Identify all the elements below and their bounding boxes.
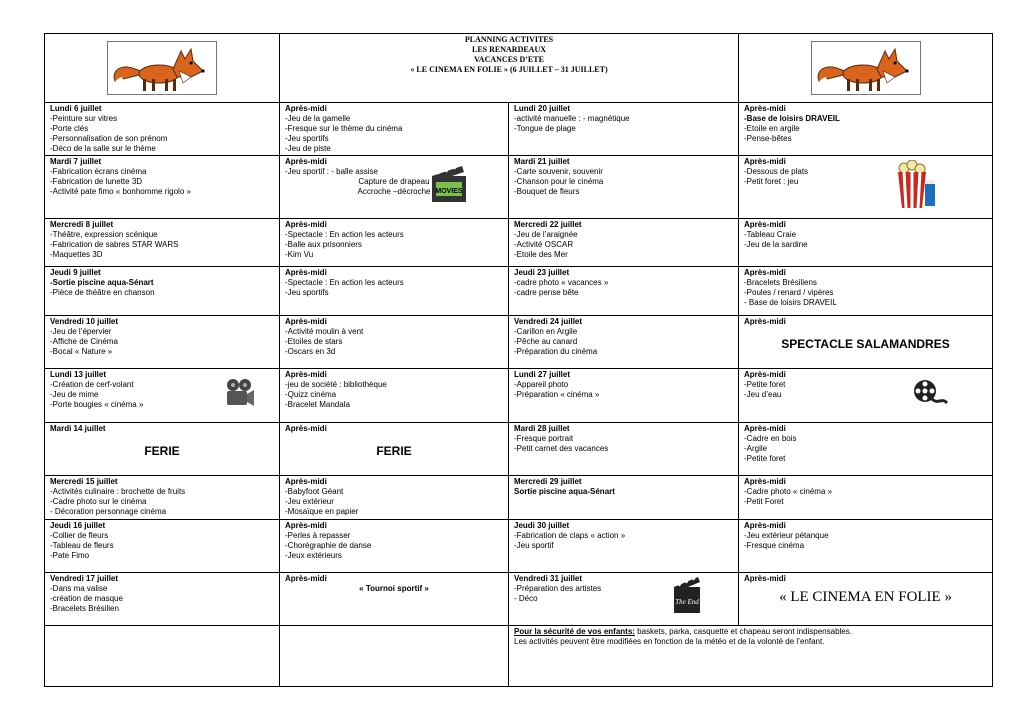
activity-line: -Affiche de Cinéma: [50, 337, 118, 346]
activity-line: -Théâtre, expression scénique: [50, 230, 158, 239]
activity-line: -Tongue de plage: [514, 124, 576, 133]
day-label: Après-midi: [744, 574, 786, 583]
day-cell: [45, 103, 280, 156]
activity-line: -Etoile en argile: [744, 124, 800, 133]
activity-line: -Fabrication de lunette 3D: [50, 177, 143, 186]
day-cell: [509, 103, 739, 156]
activity-line: -Spectacle : En action les acteurs: [285, 278, 404, 287]
activity-line: -Tableau Craie: [744, 230, 797, 239]
highlight-label: FERIE: [144, 444, 180, 458]
activity-line: -Déco de la salle sur le thème: [50, 144, 156, 153]
planning-table: [44, 33, 993, 687]
activity-line: -Préparation « cinéma »: [514, 390, 600, 399]
day-cell: [509, 369, 739, 423]
bold-activity: -Base de loisirs DRAVEIL: [744, 114, 840, 123]
activity-line: -Porte bougies « cinéma »: [50, 400, 144, 409]
footer-empty-cell: [45, 626, 280, 687]
activity-line: -Collier de fleurs: [50, 531, 109, 540]
activity-line: -cadre photo « vacances »: [514, 278, 609, 287]
day-cell: [739, 219, 993, 267]
activity-line: -Perles à repasser: [285, 531, 351, 540]
day-cell: [280, 156, 509, 219]
activity-line: -Jeu de l’araignée: [514, 230, 578, 239]
activity-line: -Jeu de mime: [50, 390, 99, 399]
movie-camera-icon: [223, 377, 255, 412]
activity-line: -Pièce de théâtre en chanson: [50, 288, 155, 297]
activity-line: -Etoile des Mer: [514, 250, 568, 259]
activity-line: -Création de cerf-volant: [50, 380, 134, 389]
day-cell: [45, 573, 280, 626]
activity-line: -Poules / renard / vipères: [744, 288, 834, 297]
activity-line: -Petit Foret: [744, 497, 784, 506]
activity-line: -cadre pense bête: [514, 288, 579, 297]
activity-line: Capture de drapeau: [358, 177, 430, 186]
activity-line: -jeu de société : bibliothèque: [285, 380, 387, 389]
activity-line: -Bocal « Nature »: [50, 347, 113, 356]
day-label: Lundi 6 juillet: [50, 104, 102, 113]
day-label: Vendredi 17 juillet: [50, 574, 119, 583]
day-label: Après-midi: [744, 477, 786, 486]
activity-line: -Préparation du cinéma: [514, 347, 598, 356]
day-label: Après-midi: [744, 104, 786, 113]
activity-line: -Jeux extérieurs: [285, 551, 342, 560]
schedule-row: [45, 156, 993, 219]
activity-line: -Oscars en 3d: [285, 347, 336, 356]
day-label: Après-midi: [744, 220, 786, 229]
schedule-row: [45, 423, 993, 476]
title-line-2: LES RENARDEAUX: [472, 45, 547, 54]
day-cell: [509, 219, 739, 267]
film-reel-icon: [912, 377, 948, 410]
activity-line: -Jeu de l’épervier: [50, 327, 112, 336]
header-row: [45, 34, 993, 103]
activity-line: - Décoration personnage cinéma: [50, 507, 167, 516]
day-cell: [509, 316, 739, 369]
day-cell: [739, 573, 993, 626]
activity-line: -Bouquet de fleurs: [514, 187, 580, 196]
fox-icon: [107, 41, 217, 95]
highlight-label: SPECTACLE SALAMANDRES: [781, 337, 950, 351]
safety-note-line2: Les activités peuvent être modifiées en fonction de la météo et de la volonté de l’enfant.: [514, 637, 825, 646]
activity-line: -Bracelets Brésiliens: [744, 278, 817, 287]
activity-line: -Pêche au canard: [514, 337, 578, 346]
the-end-clapper-icon: [672, 575, 702, 618]
activity-line: -Cadre photo sur le cinéma: [50, 497, 147, 506]
day-label: Mardi 28 juillet: [514, 424, 570, 433]
activity-line: -Peinture sur vitres: [50, 114, 118, 123]
activity-line: -Quizz cinéma: [285, 390, 337, 399]
highlight-label: FERIE: [376, 444, 412, 458]
activity-line: -Bracelet Mandala: [285, 400, 350, 409]
activity-line: -Activité OSCAR: [514, 240, 574, 249]
day-label: Lundi 13 juillet: [50, 370, 107, 379]
title-line-3: VACANCES D’ETE: [474, 55, 544, 64]
activity-line: -Babyfoot Géant: [285, 487, 344, 496]
day-label: Après-midi: [285, 521, 327, 530]
day-label: Après-midi: [285, 574, 327, 583]
day-label: Après-midi: [285, 220, 327, 229]
schedule-row: [45, 103, 993, 156]
day-cell: [45, 476, 280, 520]
bold-activity: Sortie piscine aqua-Sénart: [514, 487, 615, 496]
activity-line: -Activité pate fimo « bonhomme rigolo »: [50, 187, 191, 196]
header-logo-right-cell: [739, 34, 993, 103]
day-cell: [45, 520, 280, 573]
day-label: Lundi 27 juillet: [514, 370, 571, 379]
day-label: Jeudi 30 juillet: [514, 521, 570, 530]
day-label: Après-midi: [744, 370, 786, 379]
day-label: Jeudi 16 juillet: [50, 521, 106, 530]
day-label: Après-midi: [744, 521, 786, 530]
activity-line: -Petite foret: [744, 454, 786, 463]
schedule-row: [45, 520, 993, 573]
day-cell: [45, 267, 280, 316]
schedule-row: [45, 369, 993, 423]
day-cell: [280, 476, 509, 520]
activity-line: -activité manuelle : - magnétique: [514, 114, 630, 123]
activity-line: -Argile: [744, 444, 768, 453]
activity-line: -Jeu d’eau: [744, 390, 782, 399]
day-cell: [739, 476, 993, 520]
day-label: Après-midi: [744, 157, 786, 166]
closing-title: « LE CINEMA EN FOLIE »: [779, 589, 952, 605]
day-cell: [509, 573, 739, 626]
day-cell: [280, 423, 509, 476]
day-cell: [739, 156, 993, 219]
day-cell: [739, 267, 993, 316]
activity-line: -Fresque sur le thème du cinéma: [285, 124, 403, 133]
title-line-4: « LE CINEMA EN FOLIE » (6 JUILLET – 31 JUILLET): [410, 65, 608, 74]
day-label: Mardi 21 juillet: [514, 157, 570, 166]
activity-line: -Cadre en bois: [744, 434, 797, 443]
fox-icon: [811, 41, 921, 95]
popcorn-icon: [892, 160, 938, 213]
day-cell: [45, 156, 280, 219]
day-cell: [280, 103, 509, 156]
footer-row: [45, 626, 993, 687]
title-line-1: PLANNING ACTIVITES: [464, 35, 554, 44]
bold-activity: -Sortie piscine aqua-Sénart: [50, 278, 154, 287]
day-label: Après-midi: [285, 268, 327, 277]
activity-line: -Cadre photo « cinéma »: [744, 487, 833, 496]
schedule-row: [45, 316, 993, 369]
footer-empty-cell: [280, 626, 509, 687]
activity-line: -Fresque cinéma: [744, 541, 805, 550]
activity-line: -Jeu extérieur: [285, 497, 334, 506]
day-label: Mercredi 15 juillet: [50, 477, 118, 486]
activity-line: -Activité moulin à vent: [285, 327, 364, 336]
safety-note-label: Pour la sécurité de vos enfants:: [514, 627, 635, 636]
day-label: Vendredi 10 juillet: [50, 317, 119, 326]
day-cell: [45, 369, 280, 423]
day-label: Vendredi 31 juillet: [514, 574, 583, 583]
activity-line: -Activités culinaire : brochette de fruits: [50, 487, 186, 496]
activity-line: -Jeu de piste: [285, 144, 331, 153]
day-label: Après-midi: [285, 477, 327, 486]
svg-text:The End: The End: [675, 598, 699, 606]
activity-line: -Jeu extérieur pétanque: [744, 531, 829, 540]
svg-text:MOVIES: MOVIES: [435, 188, 463, 195]
activity-line: -Jeu sportifs: [285, 288, 329, 297]
activity-line: -Mosaïque en papier: [285, 507, 359, 516]
day-cell: [45, 219, 280, 267]
activity-line: -Dans ma valise: [50, 584, 108, 593]
day-cell: [739, 316, 993, 369]
day-label: Après-midi: [285, 104, 327, 113]
schedule-rows: [45, 103, 993, 626]
activity-line: -Etoiles de stars: [285, 337, 343, 346]
day-label: Mercredi 8 juillet: [50, 220, 114, 229]
day-label: Mardi 7 juillet: [50, 157, 102, 166]
activity-line: -Préparation des artistes: [514, 584, 602, 593]
day-cell: [280, 267, 509, 316]
activity-line: -Petit carnet des vacances: [514, 444, 609, 453]
safety-note-text: baskets, parka, casquette et chapeau seront indispensables.: [634, 627, 852, 636]
day-label: Mercredi 29 juillet: [514, 477, 582, 486]
day-cell: [280, 573, 509, 626]
day-cell: [509, 423, 739, 476]
activity-line: -Kim Vu: [285, 250, 314, 259]
activity-line: -Pense-bêtes: [744, 134, 792, 143]
activity-line: -Pate Fimo: [50, 551, 90, 560]
day-label: Jeudi 9 juillet: [50, 268, 101, 277]
schedule-row: [45, 219, 993, 267]
activity-line: -Jeu sportif : - balle assise: [285, 167, 378, 176]
day-label: Lundi 20 juillet: [514, 104, 571, 113]
activity-line: -Porte clés: [50, 124, 89, 133]
day-cell: [739, 423, 993, 476]
day-cell: [280, 520, 509, 573]
day-cell: [280, 316, 509, 369]
day-cell: [509, 520, 739, 573]
activity-line: - Déco: [514, 594, 538, 603]
day-label: Après-midi: [285, 424, 327, 433]
schedule-row: [45, 267, 993, 316]
day-label: Après-midi: [744, 268, 786, 277]
safety-note: [509, 626, 993, 687]
activity-line: -Dessous de plats: [744, 167, 809, 176]
activity-line: -Maquettes 3D: [50, 250, 103, 259]
schedule-row: [45, 573, 993, 626]
activity-line: -Chanson pour le cinéma: [514, 177, 604, 186]
activity-line: -Jeu de la gamelle: [285, 114, 351, 123]
day-label: Après-midi: [285, 317, 327, 326]
tournament-label: « Tournoi sportif »: [359, 584, 429, 593]
activity-line: -Jeu sportifs: [285, 134, 329, 143]
activity-line: -Fresque portrait: [514, 434, 574, 443]
activity-line: -Bracelets Brésilien: [50, 604, 119, 613]
day-label: Mercredi 22 juillet: [514, 220, 582, 229]
page-title: [280, 34, 739, 103]
day-label: Après-midi: [285, 370, 327, 379]
day-cell: [280, 219, 509, 267]
day-cell: [739, 369, 993, 423]
activity-line: -Carte souvenir, souvenir: [514, 167, 603, 176]
day-cell: [509, 267, 739, 316]
activity-line: -Petite foret: [744, 380, 786, 389]
day-cell: [280, 369, 509, 423]
day-label: Après-midi: [744, 424, 786, 433]
day-cell: [739, 520, 993, 573]
day-cell: [509, 476, 739, 520]
day-label: Mardi 14 juillet: [50, 424, 106, 433]
activity-line: -Spectacle : En action les acteurs: [285, 230, 404, 239]
activity-line: Accroche –décroche: [357, 187, 431, 196]
activity-line: -Fabrication de claps « action »: [514, 531, 626, 540]
day-cell: [45, 316, 280, 369]
activity-line: -création de masque: [50, 594, 123, 603]
schedule-row: [45, 476, 993, 520]
activity-line: -Carillon en Argile: [514, 327, 578, 336]
day-cell: [45, 423, 280, 476]
activity-line: -Fabrication écrans cinéma: [50, 167, 147, 176]
day-label: Après-midi: [744, 317, 786, 326]
activity-line: -Jeu de la sardine: [744, 240, 808, 249]
activity-line: -Chorégraphie de danse: [285, 541, 372, 550]
activity-line: -Personnalisation de son prénom: [50, 134, 168, 143]
movies-clapper-icon: [430, 164, 468, 207]
activity-line: -Appareil photo: [514, 380, 569, 389]
header-logo-left-cell: [45, 34, 280, 103]
activity-line: -Tableau de fleurs: [50, 541, 114, 550]
activity-line: -Petit foret : jeu: [744, 177, 799, 186]
activity-line: -Balle aux prisonniers: [285, 240, 362, 249]
day-label: Jeudi 23 juillet: [514, 268, 570, 277]
day-cell: [509, 156, 739, 219]
activity-line: - Base de loisirs DRAVEIL: [744, 298, 837, 307]
day-cell: [739, 103, 993, 156]
activity-line: -Fabrication de sabres STAR WARS: [50, 240, 179, 249]
day-label: Après-midi: [285, 157, 327, 166]
activity-line: -Jeu sportif: [514, 541, 554, 550]
day-label: Vendredi 24 juillet: [514, 317, 583, 326]
